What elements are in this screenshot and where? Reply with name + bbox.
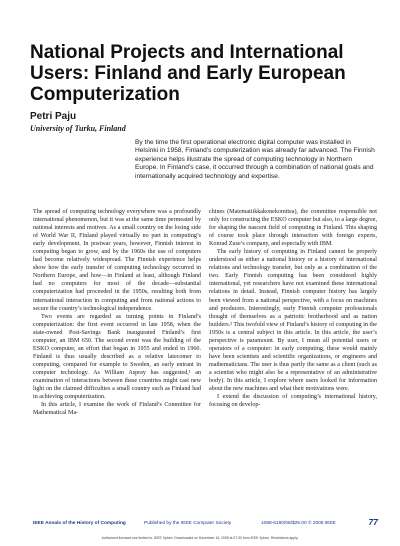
page-number: 77	[368, 517, 378, 527]
body-column-left	[33, 208, 201, 417]
body-paragraph: Two events are regarded as turning points in Finland’s computerization: the first event occurred in late 1958, when the state-owned Post-Savings Bank inaugurated Finland’s first computer, an IBM 650. The second event was the building of the ESKO computer, an effort that began in 1955 and ended in 1960. Finland is thus usually described as a relative latecomer to computing, compared for example to Sweden, an early entrant in computer technology. As William Aspray has suggested,¹ an examination of interactions between these countries might cast new light on the claimed difficulties a small country such as Finland had in achieving computerization.	[33, 313, 201, 401]
publisher-line: Published by the IEEE Computer Society	[144, 521, 232, 526]
issn-copyright: 1058-6180/08/$25.00 © 2008 IEEE	[261, 521, 336, 526]
article-title: National Projects and International Users: Finland and Early European Computerization	[30, 42, 346, 105]
body-paragraph: chines (Matematiikkakonekomitea), the committee responsible not only for constructing the ESKO computer but also, to a large degree, for shaping the nascent field of computing in Finland. This shaping of course took place through interaction with foreign experts, Konrad Zuse’s company, and especially with IBM.	[209, 209, 377, 248]
body-paragraph: The spread of computing technology everywhere was a profoundly international phenomenon, but it was at the same time permeated by national interests and motives. As a small country on the losing side of World War II, Finland played virtually no part in computing’s early development. In postwar years, however, Finnish interest in computing began to grow, and by the 1960s the use of computers had become relatively widespread. The Finnish experience helps show how the early transfer of computing technology occurred in Northern Europe, and how—in Finland at least, although Finland had no computers for most of the decade—substantial computerization had proceeded in the 1950s, resulting both from international interaction in computing and from national actions to secure the country’s technological independence.	[33, 209, 201, 312]
license-notice: Authorized licensed use limited to: IEEE Xplore. Downloaded on December 16, 2008 at 07:30 from IEEE Xplore. Restrictions apply.	[101, 536, 299, 540]
body-paragraph: I extend the discussion of computing’s international history, focusing on develop-	[209, 394, 377, 409]
body-paragraph: The early history of computing in Finland cannot be properly understood as either a national history or a history of international relations and technology transfer, but only as a combination of the two. Early Finnish computing has been considered highly international, yet researchers have not examined these international relations in detail. Instead, Finnish computer history has largely been viewed from a national perspective, with a focus on machines and producers. Interestingly, early Finnish computer professionals thought of themselves as a patriotic brotherhood and as nation builders.² This twofold view of Finland’s history of computing in the 1950s is a central subject in this article. In this article, the user’s perspective is paramount. By user, I mean all potential users or operators of a computer: in early computing, these would mainly have been scientists and scientific organizations, or engineers and mathematicians. The user is thus partly the same as a client (such as a scientist who might also be a representative of an administrative body). In this article, I explore where users looked for information about the new machines and what their motivations were.	[209, 249, 377, 393]
abstract: By the time the first operational electronic digital computer was installed in Helsinki in 1958, Finland’s computerization was already far advanced. The Finnish experience helps illustrate the spread of computing technology in Northern Europe. In Finland’s case, it occurred through a combination of national goals and internationally acquired technology and expertise.	[135, 139, 375, 180]
author-affiliation: University of Turku, Finland	[30, 124, 126, 133]
body-paragraph: In this article, I examine the work of Finland’s Committee for Mathematical Ma-	[33, 402, 201, 417]
author-name: Petri Paju	[30, 111, 77, 122]
page-footer	[33, 519, 378, 529]
body-column-right	[209, 208, 377, 409]
journal-name: IEEE Annals of the History of Computing	[33, 521, 126, 526]
